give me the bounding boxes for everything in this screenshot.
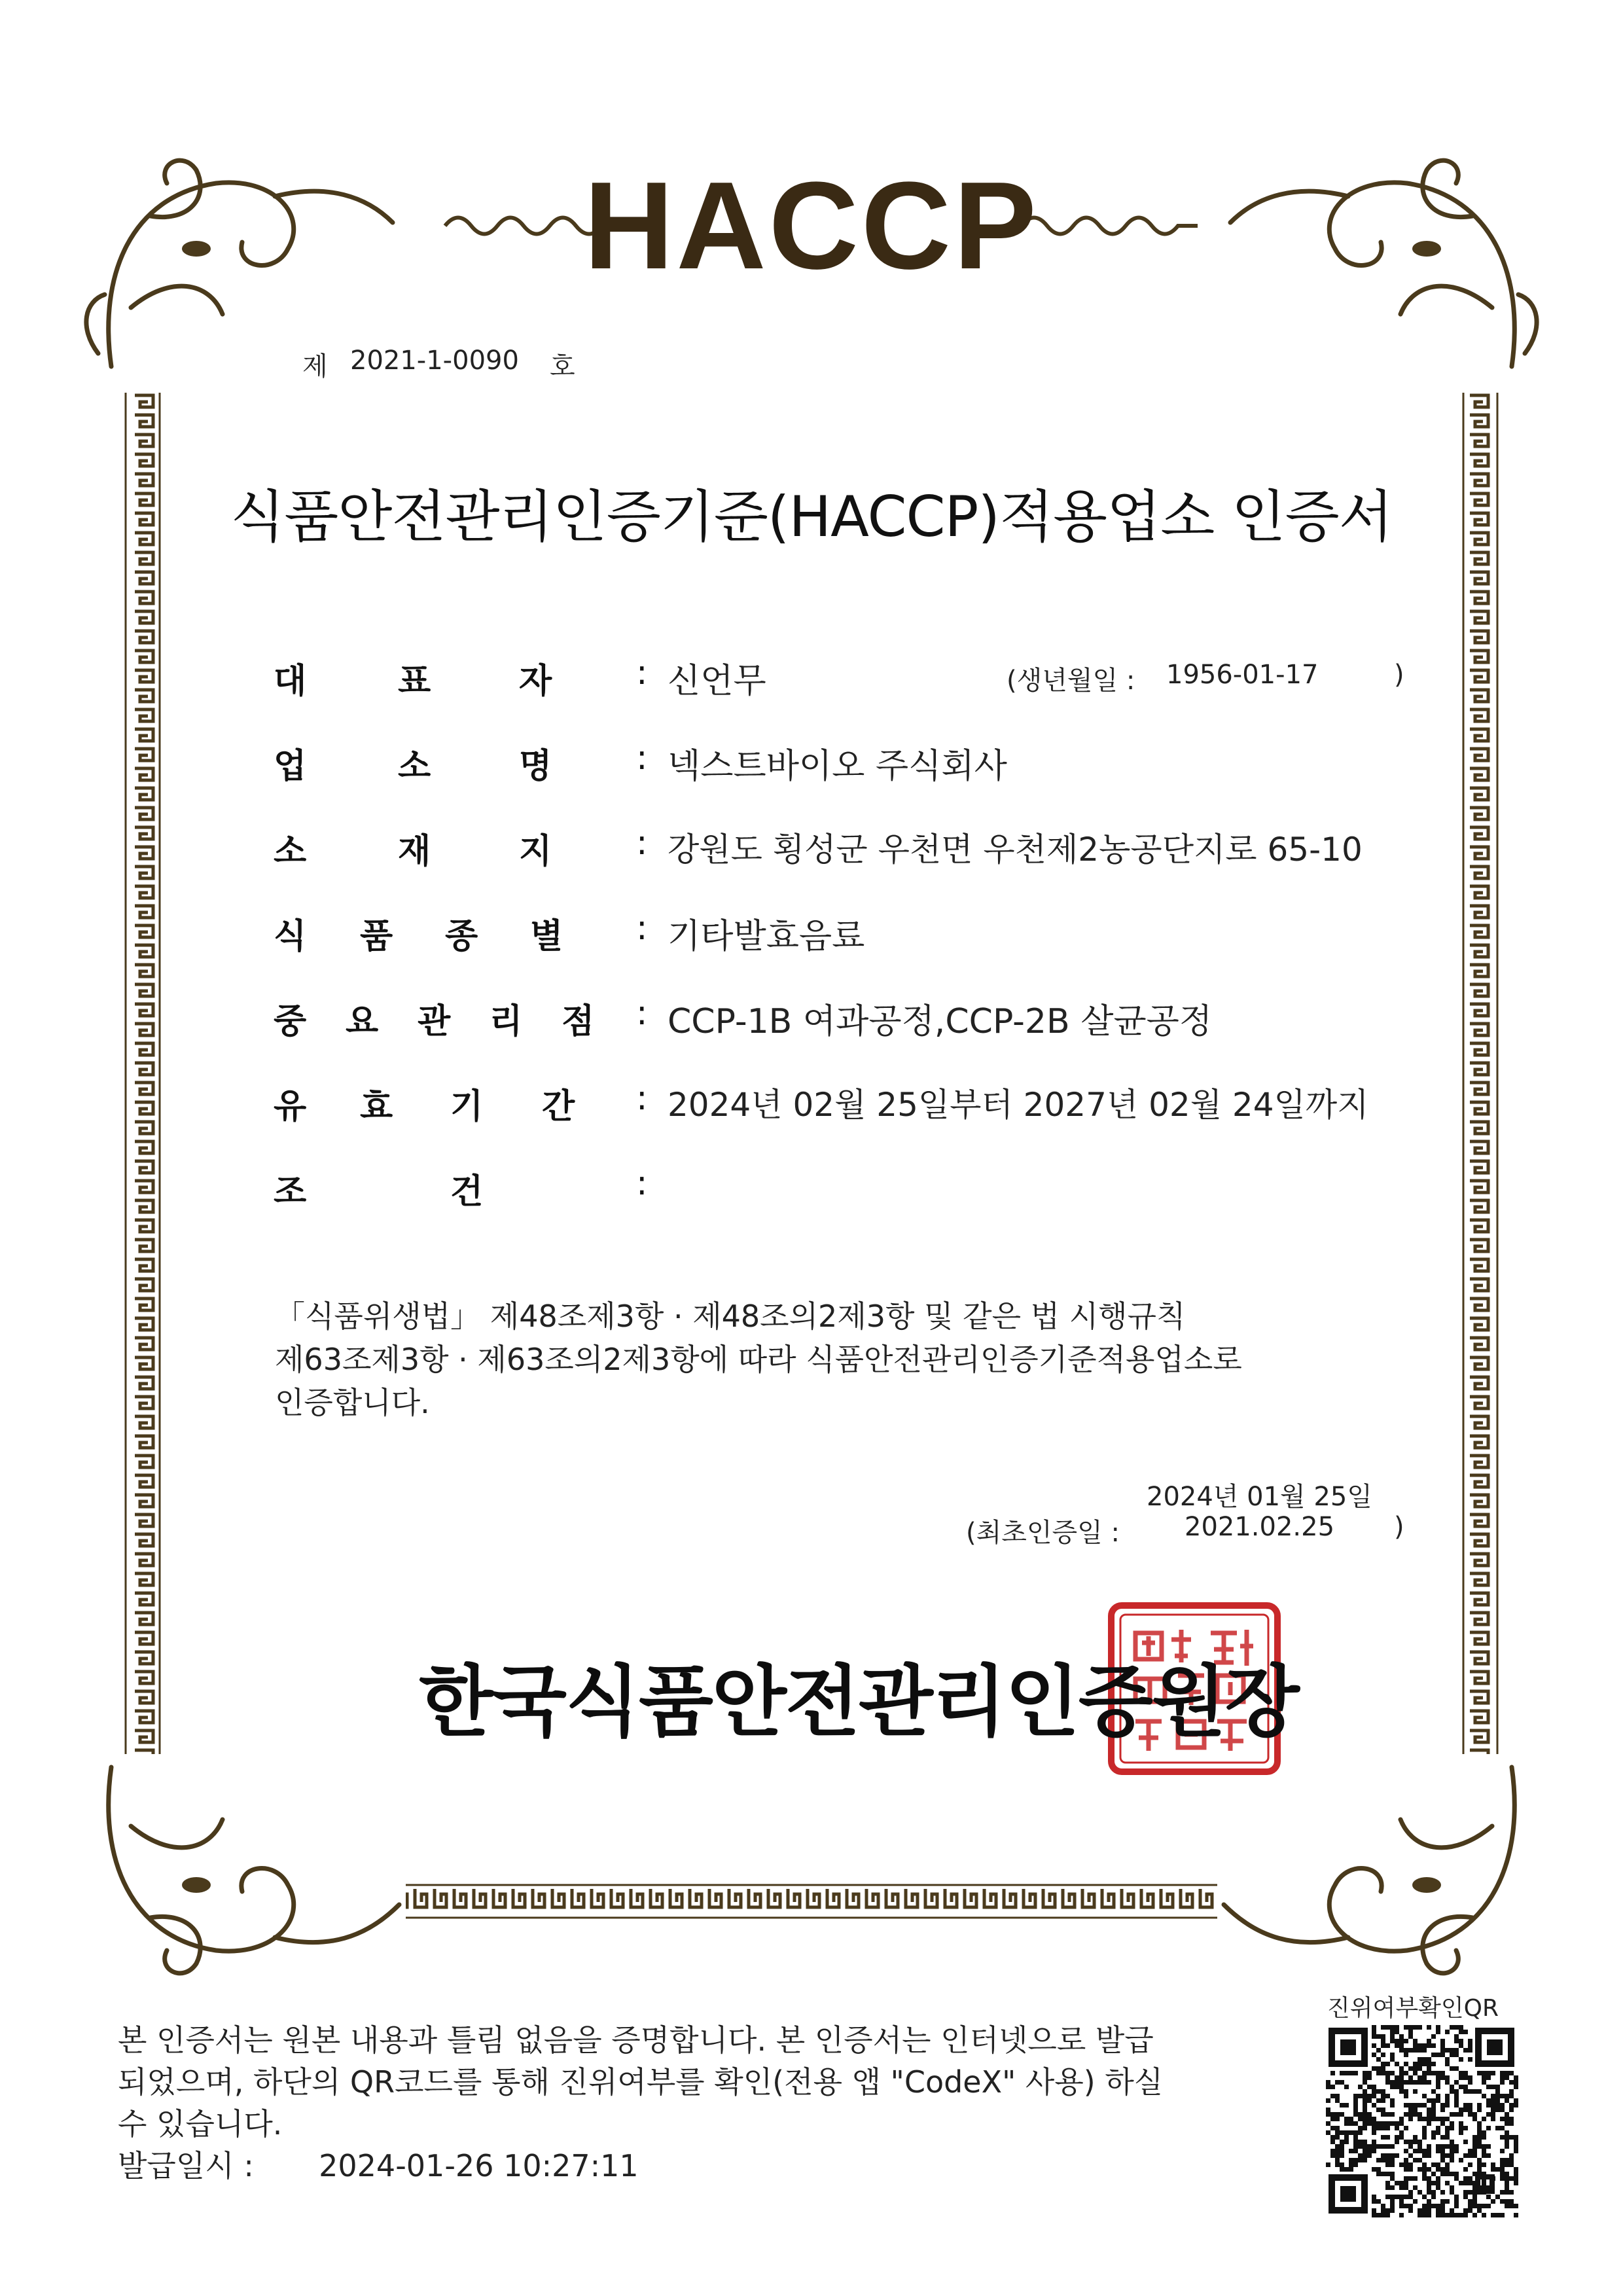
colon: :	[636, 1079, 648, 1118]
food-type-label: 식 품 종 별	[274, 917, 563, 956]
footer-line: 본 인증서는 원본 내용과 틀림 없음을 증명합니다. 본 인증서는 인터넷으로 발급	[118, 2022, 1154, 2058]
first-cert-close: )	[1394, 1512, 1404, 1542]
issue-date: 2024년 01월 25일	[1147, 1482, 1372, 1512]
location-value: 강원도 횡성군 우천면 우천제2농공단지로 65-10	[668, 831, 1363, 869]
legal-line: 인증합니다.	[275, 1385, 430, 1420]
legal-line: 「식품위생법」 제48조제3항 · 제48조의2제3항 및 같은 법 시행규칙	[275, 1299, 1186, 1334]
birth-value: 1956-01-17	[1166, 660, 1319, 690]
ccp-label: 중 요 관 리 점	[274, 1002, 595, 1041]
colon: :	[636, 1164, 648, 1203]
birth-close: )	[1394, 660, 1404, 690]
cert-number-suffix: 호	[550, 351, 575, 382]
validity-label: 유 효 기 간	[274, 1087, 575, 1126]
first-cert-value: 2021.02.25	[1185, 1512, 1335, 1542]
food-type-value: 기타발효음료	[668, 917, 865, 956]
legal-line: 제63조제3항 · 제63조의2제3항에 따라 식품안전관리인증기준적용업소로	[275, 1342, 1242, 1377]
first-cert-label: (최초인증일 :	[966, 1518, 1120, 1548]
certificate-title: 식품안전관리인증기준(HACCP)적용업소 인증서	[230, 484, 1393, 550]
representative-label: 대 표 자	[274, 662, 552, 701]
haccp-logo: HACCP	[584, 156, 1039, 295]
representative-value: 신언무	[668, 662, 766, 701]
business-value: 넥스트바이오 주식회사	[668, 747, 1007, 786]
footer-line: 수 있습니다.	[118, 2106, 283, 2142]
validity-value: 2024년 02월 25일부터 2027년 02월 24일까지	[668, 1086, 1369, 1124]
colon: :	[636, 738, 648, 778]
legal-paragraph	[275, 1295, 1427, 1424]
footer-line: 되었으며, 하단의 QR코드를 통해 진위여부를 확인(전용 앱 "CodeX" 사용) 하실	[118, 2064, 1164, 2100]
colon: :	[636, 653, 648, 692]
colon: :	[636, 823, 648, 863]
footer-notice	[118, 2019, 1302, 2187]
birth-label: (생년월일 :	[1007, 666, 1135, 696]
cert-number: 2021-1-0090	[350, 346, 519, 376]
colon: :	[636, 994, 648, 1033]
issued-datetime-row	[118, 2145, 1302, 2187]
issued-label: 발급일시 :	[118, 2148, 254, 2183]
location-label: 소 재 지	[274, 832, 552, 871]
colon: :	[636, 908, 648, 948]
qr-label: 진위여부확인QR	[1327, 1995, 1499, 2022]
condition-label: 조 건	[274, 1172, 484, 1211]
cert-number-prefix: 제	[302, 351, 328, 382]
business-label: 업 소 명	[274, 747, 552, 786]
issuing-authority: 한국식품안전관리인증원장	[419, 1657, 1298, 1747]
verification-qr-code[interactable]	[1323, 2022, 1520, 2219]
ccp-value: CCP-1B 여과공정,CCP-2B 살균공정	[668, 1002, 1213, 1041]
issued-value: 2024-01-26 10:27:11	[319, 2148, 639, 2183]
